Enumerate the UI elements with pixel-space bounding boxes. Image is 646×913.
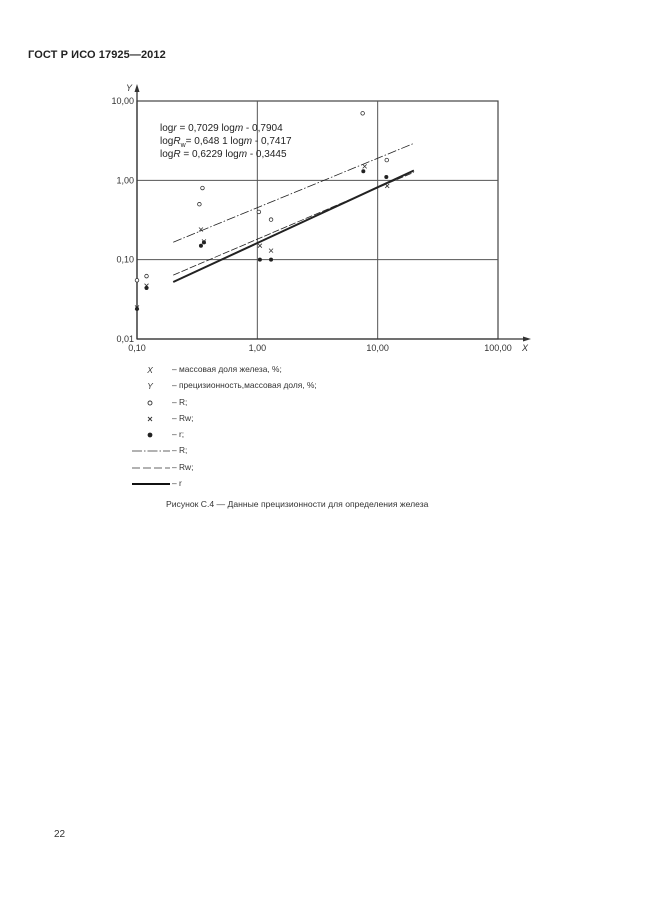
svg-text:1,00: 1,00 — [116, 175, 134, 186]
legend-text: – Rw; — [172, 461, 194, 472]
x-axis-symbol: X — [147, 365, 153, 375]
svg-text:logr = 0,7029 logm - 0,7904: logr = 0,7029 logm - 0,7904 — [160, 123, 283, 134]
svg-text:100,00: 100,00 — [484, 343, 512, 353]
svg-text:X: X — [522, 343, 529, 353]
dash-dot-line-icon — [130, 445, 170, 457]
svg-text:0,10: 0,10 — [128, 343, 146, 353]
svg-text:10,00: 10,00 — [111, 96, 134, 106]
svg-text:logRw= 0,648 1 logm - 0,7417: logR$_w$= 0,648 1 logm - 0,7417 — [160, 136, 292, 149]
page-number: 22 — [54, 829, 66, 840]
open-circle-icon — [130, 397, 170, 409]
svg-text:logR = 0,6229 logm - 0,3445: logR = 0,6229 logm - 0,3445 — [160, 149, 287, 160]
precision-chart — [0, 0, 646, 360]
solid-line-icon — [130, 478, 170, 490]
svg-text:10,00: 10,00 — [366, 343, 389, 353]
cross-icon — [130, 413, 170, 425]
legend-text: – прецизионность,массовая доля, %; — [172, 380, 317, 391]
svg-text:1,00: 1,00 — [248, 343, 267, 353]
svg-text:0,10: 0,10 — [116, 254, 134, 265]
legend-text: – r; — [172, 429, 185, 440]
figure-caption: Рисунок С.4 — Данные прецизионности для определения железа — [166, 499, 429, 509]
equations — [160, 123, 292, 160]
legend-text: – Rw; — [172, 412, 194, 423]
legend-text: – R; — [172, 396, 188, 407]
legend-text: – R; — [172, 445, 188, 456]
filled-circle-icon — [130, 429, 170, 441]
legend-text: – массовая доля железа, %; — [172, 364, 282, 374]
document-header: ГОСТ Р ИСО 17925—2012 — [28, 49, 166, 61]
dashed-line-icon — [130, 462, 170, 474]
legend-text: – r — [172, 478, 182, 489]
svg-text:Y: Y — [126, 83, 133, 93]
y-axis-symbol: Y — [147, 381, 153, 392]
svg-text:0,01: 0,01 — [116, 334, 134, 344]
